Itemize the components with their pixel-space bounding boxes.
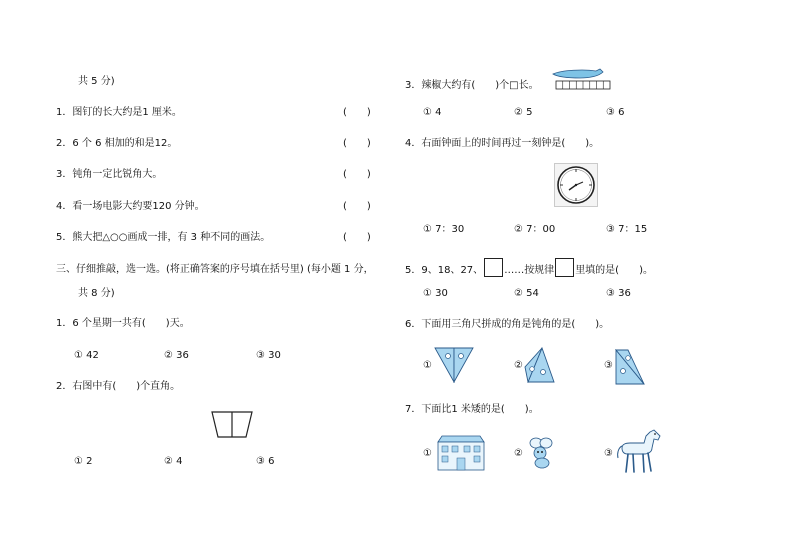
q4-option-2[interactable]: ② 7：00 <box>514 224 556 235</box>
bee-icon <box>526 436 556 470</box>
q7-stem: 7．下面比1 米矮的是( )。 <box>405 404 539 415</box>
q1-stem: 1．6 个星期一共有( )天。 <box>56 318 190 329</box>
q7-option-3-label[interactable]: ③ <box>604 448 613 459</box>
q4-option-3[interactable]: ③ 7：15 <box>606 224 648 235</box>
q6-option-3-label[interactable]: ③ <box>604 360 613 371</box>
q6-option-2-label[interactable]: ② <box>514 360 523 371</box>
judge-answer-2[interactable]: ( ) <box>343 138 371 149</box>
q3-stem: 3．辣椒大约有( )个□长。 <box>405 80 539 91</box>
q2-option-2[interactable]: ② 4 <box>164 456 183 467</box>
q6-stem: 6．下面用三角尺拼成的角是钝角的是( )。 <box>405 319 610 330</box>
q2-option-1[interactable]: ① 2 <box>74 456 93 467</box>
q4-option-1[interactable]: ① 7：30 <box>423 224 465 235</box>
q5-option-3[interactable]: ③ 36 <box>606 288 631 299</box>
pepper-icon <box>550 66 614 92</box>
triangle-ruler-figure-3 <box>614 349 646 385</box>
trapezoid-figure <box>208 410 256 440</box>
q3-option-1[interactable]: ① 4 <box>423 107 442 118</box>
q2-stem: 2．右图中有( )个直角。 <box>56 381 181 392</box>
judge-item-3: 3．钝角一定比锐角大。 <box>56 169 163 180</box>
q5-option-2[interactable]: ② 54 <box>514 288 539 299</box>
q6-option-1-label[interactable]: ① <box>423 360 432 371</box>
judge-item-5: 5．熊大把△○○画成一排，有 3 种不同的画法。 <box>56 232 271 243</box>
triangle-ruler-figure-1 <box>434 347 474 383</box>
judge-answer-4[interactable]: ( ) <box>343 201 371 212</box>
judge-answer-1[interactable]: ( ) <box>343 107 371 118</box>
q3-option-3[interactable]: ③ 6 <box>606 107 625 118</box>
judge-item-4: 4．看一场电影大约要120 分钟。 <box>56 201 205 212</box>
triangle-ruler-figure-2 <box>524 347 556 383</box>
section3-heading: 三、仔细推敲，选一选。(将正确答案的序号填在括号里) (每小题 1 分， <box>56 264 374 275</box>
q4-stem: 4．右面钟面上的时间再过一刻钟是( )。 <box>405 138 600 149</box>
section3-heading-cont: 共 8 分) <box>78 288 115 299</box>
q5-stem-start: 5．9、18、27、 <box>405 265 484 276</box>
q5-blank-box-2 <box>555 258 574 277</box>
q1-option-2[interactable]: ② 36 <box>164 350 189 361</box>
judge-item-2: 2．6 个 6 相加的和是12。 <box>56 138 178 149</box>
q5-stem-end: 里填的是( )。 <box>575 265 653 276</box>
q5-blank-box-1 <box>484 258 503 277</box>
q5-option-1[interactable]: ① 30 <box>423 288 448 299</box>
judge-answer-3[interactable]: ( ) <box>343 169 371 180</box>
q5-stem <box>405 258 653 277</box>
judge-answer-5[interactable]: ( ) <box>343 232 371 243</box>
judge-item-1: 1．图钉的长大约是1 厘米。 <box>56 107 182 118</box>
q7-option-1-label[interactable]: ① <box>423 448 432 459</box>
building-icon <box>434 434 488 472</box>
q1-option-1[interactable]: ① 42 <box>74 350 99 361</box>
q5-stem-middle: ……按规律 <box>504 265 555 276</box>
q1-option-3[interactable]: ③ 30 <box>256 350 281 361</box>
q7-option-2-label[interactable]: ② <box>514 448 523 459</box>
clock-icon <box>554 163 598 207</box>
section2-tail: 共 5 分) <box>78 76 115 87</box>
horse-icon <box>614 428 664 476</box>
q3-option-2[interactable]: ② 5 <box>514 107 533 118</box>
q2-option-3[interactable]: ③ 6 <box>256 456 275 467</box>
